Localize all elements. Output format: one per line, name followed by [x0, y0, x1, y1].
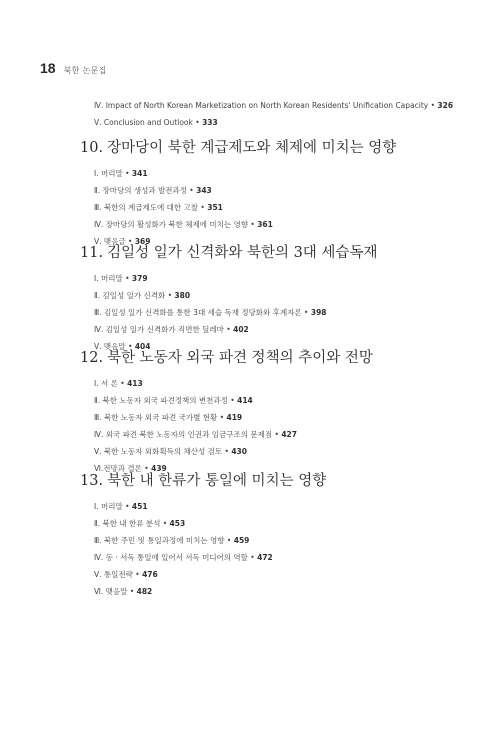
chapter-11 — [80, 241, 480, 355]
chapter-title — [80, 136, 480, 160]
toc-entry-text: Ⅲ. 북한 노동자 외국 파견 국가별 현황 • — [94, 413, 225, 422]
toc-entry — [94, 549, 480, 566]
toc-entry-page: 379 — [131, 274, 148, 283]
toc-entry-page: 404 — [134, 342, 151, 351]
toc-entry-text: Ⅰ. 머리말 • — [94, 169, 130, 178]
page-number: 18 — [40, 60, 56, 76]
toc-entry — [94, 114, 474, 131]
toc-entry-text: Ⅵ.전망과 결론 • — [94, 464, 149, 473]
chapter-13 — [80, 469, 480, 600]
chapter-title-text: 북한 내 한류가 통일에 미치는 영향 — [107, 473, 327, 489]
toc-entry — [94, 426, 480, 443]
toc-entry — [94, 375, 480, 392]
toc-entry-text: Ⅱ. 북한 노동자 외국 파견정책의 변천과정 • — [94, 396, 235, 405]
toc-entry-text: Ⅱ. 북한 내 한류 분석 • — [94, 519, 168, 528]
toc-entry — [94, 515, 480, 532]
toc-entry-page: 451 — [131, 502, 148, 511]
chapter-number: 12. — [80, 350, 104, 366]
toc-entry-page: 419 — [226, 413, 243, 422]
toc-entry — [94, 216, 480, 233]
toc-entry-text: Ⅵ. 맺음말 • — [94, 587, 135, 596]
toc-entry-page: 343 — [196, 186, 212, 195]
toc-entry-page: 459 — [233, 536, 250, 545]
toc-entry-page: 341 — [131, 169, 148, 178]
toc-entry-page: 453 — [169, 519, 186, 528]
chapter-title — [80, 346, 480, 370]
toc-entry-text: Ⅴ. 북한 노동자 외화획득의 채산성 검토 • — [94, 447, 229, 456]
toc-entry-page: 439 — [151, 464, 167, 473]
toc-entry-page: 398 — [310, 308, 327, 317]
intro-entries — [94, 97, 474, 131]
toc-entry — [94, 270, 480, 287]
toc-entry-text: Ⅴ. 통일전략 • — [94, 570, 140, 579]
toc-entry — [94, 199, 480, 216]
toc-entry-text: Ⅰ. 서 론 • — [94, 379, 125, 388]
toc-entry-text: Ⅴ. 맺음말 • — [94, 342, 133, 351]
chapter-number: 13. — [80, 473, 104, 489]
toc-entry-text: Ⅳ. 외국 파견 북한 노동자의 인권과 임금구조의 문제점 • — [94, 430, 279, 439]
chapter-number: 11. — [80, 245, 104, 261]
toc-entry — [94, 97, 474, 114]
toc-entry — [94, 304, 480, 321]
toc-entry — [94, 409, 480, 426]
toc-entry — [94, 392, 480, 409]
chapter-title — [80, 241, 480, 265]
toc-entry-text: Ⅳ. 김일성 일가 신격화가 직면한 딜레마 • — [94, 325, 231, 334]
toc-entry-page: 427 — [281, 430, 297, 439]
chapter-12 — [80, 346, 480, 477]
toc-entry-text: Ⅲ. 북한 주민 및 통일과정에 미치는 영향 • — [94, 536, 232, 545]
toc-entry-page: 351 — [207, 203, 223, 212]
chapter-title-text: 북한 노동자 외국 파견 정책의 추이와 전망 — [107, 350, 373, 366]
toc-entry-page: 430 — [231, 447, 247, 456]
toc-entry-page: 414 — [237, 396, 253, 405]
toc-entry-text: Ⅲ. 북한의 계급제도에 대한 고찰 • — [94, 203, 205, 212]
toc-entry-page: 369 — [134, 237, 151, 246]
toc-entry-text: Ⅱ. 김일성 일가 신격화 • — [94, 291, 172, 300]
chapter-10 — [80, 136, 480, 250]
chapter-title — [80, 469, 480, 493]
toc-entry-text: Ⅲ. 김일성 일가 신격화를 통한 3대 세습 독재 정당화와 후계자론 • — [94, 308, 309, 317]
toc-entry-page: 476 — [142, 570, 158, 579]
running-title: 북한 논문집 — [63, 66, 107, 75]
toc-entry-page: 361 — [257, 220, 273, 229]
toc-entry-text: Ⅳ. Impact of North Korean Marketization on North Korean Residents' Unification Capacity • — [94, 101, 436, 110]
toc-entry — [94, 182, 480, 199]
toc-entry — [94, 321, 480, 338]
toc-entry-text: Ⅳ. 동 · 서독 통일에 있어서 서독 미디어의 역할 • — [94, 553, 255, 562]
toc-entry-text: Ⅳ. 장마당의 활성화가 북한 체제에 미치는 영향 • — [94, 220, 255, 229]
toc-entry — [94, 583, 480, 600]
toc-entry-text: Ⅱ. 장마당의 생성과 발전과정 • — [94, 186, 194, 195]
toc-entry — [94, 566, 480, 583]
toc-entry-page: 380 — [174, 291, 191, 300]
toc-entry-text: Ⅴ. Conclusion and Outlook • — [94, 118, 200, 127]
chapter-number: 10. — [80, 140, 104, 156]
toc-entry-page: 413 — [127, 379, 143, 388]
toc-entry — [94, 287, 480, 304]
toc-entry-page: 402 — [233, 325, 249, 334]
toc-entry — [94, 165, 480, 182]
toc-entry-text: Ⅴ. 맺음글 • — [94, 237, 133, 246]
chapter-title-text: 장마당이 북한 계급제도와 체제에 미치는 영향 — [107, 140, 397, 156]
toc-entry — [94, 443, 480, 460]
toc-entry-page: 472 — [257, 553, 273, 562]
toc-entry-page: 333 — [202, 118, 218, 127]
toc-entry-page: 482 — [136, 587, 153, 596]
toc-entry-text: Ⅰ. 머리말 • — [94, 502, 130, 511]
toc-entry-page: 326 — [437, 101, 454, 110]
chapter-title-text: 김일성 일가 신격화와 북한의 3대 세습독재 — [107, 245, 378, 261]
page-header — [40, 60, 107, 78]
toc-entry-text: Ⅰ. 머리말 • — [94, 274, 130, 283]
toc-entry — [94, 532, 480, 549]
toc-entry — [94, 498, 480, 515]
